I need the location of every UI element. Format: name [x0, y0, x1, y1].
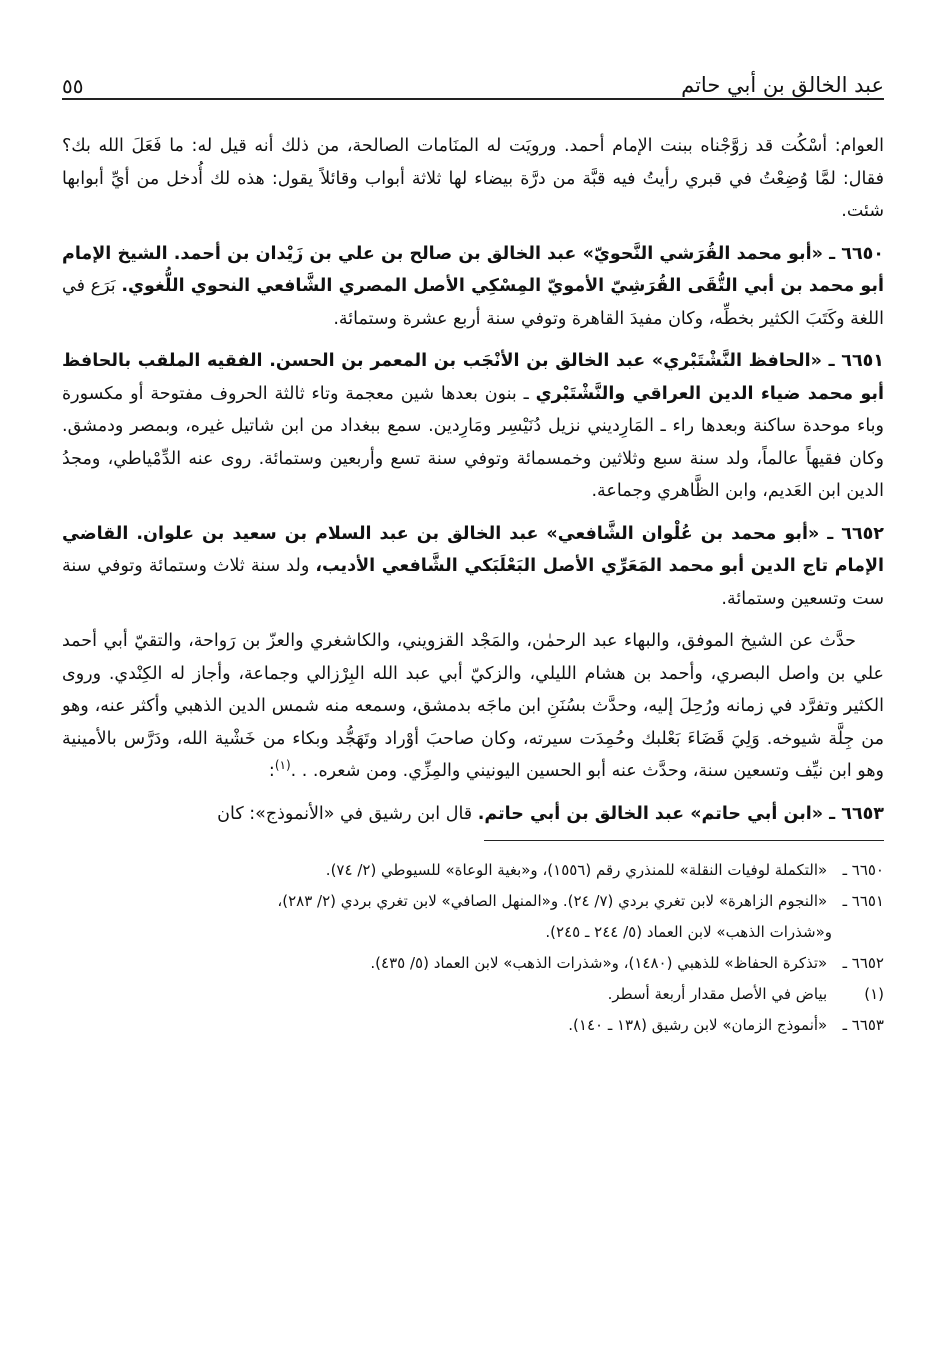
- footnote-divider: [484, 840, 884, 841]
- entry-6652-p2-end: :: [268, 761, 275, 781]
- entry-6651-text: ـ بنون بعدها شين معجمة وتاء ثالثة الحروف مفتوحة أو مكسورة وباء موحدة ساكنة وبعدها راء ـ المَارِديني نزيل دُنَيْسِر ومَارِدين. سمع ببغداد من ابن شاتيل غيره، وبمصر ودمشق. وكان فقيهاً عالماً، ولد سنة سبع وثلاثين وخمسمائة وتوفي سنة تسع وأربعين وستمائة. روى عنه الدِّمْياطي، ومجدُ الدين ابن العَديم، وابن الظَّاهري وجماعة.: [62, 383, 884, 501]
- footnote-text: «التكملة لوفيات النقلة» للمنذري رقم (١٥٥٦)، و«بغية الوعاة» للسيوطي (٢/ ٧٤).: [325, 861, 828, 879]
- footnote-1: [62, 979, 884, 1010]
- entry-6650: [62, 238, 884, 336]
- main-text: [62, 130, 884, 830]
- footnote-text: «أنموذج الزمان» لابن رشيق (١٣٨ ـ ١٤٠).: [568, 1016, 828, 1034]
- entry-6651-head: ٦٦٥١ ـ «الحافظ النَّشْتَبْري» عبد الخالق بن الأنْجَب بن المعمر بن الحسن. الفقيه الملقب بالحافظ أبو محمد ضياء الدين العراقي والنَّشْتَبْري: [62, 351, 884, 404]
- footnote-number: ٦٦٥٣ ـ: [842, 1016, 884, 1034]
- entry-6652-paragraph-2: [62, 625, 884, 788]
- entry-6650-head: ٦٦٥٠ ـ «أبو محمد القُرَشي النَّحويّ» عبد الخالق بن صالح بن علي بن زَيْدان بن أحمد. الشيخ الإمام أبو محمد بن أبي التُّقَى القُرَشِيّ الأمويّ المِسْكِي الأصل المصري الشَّافعي النحوي اللُّغوي.: [62, 243, 884, 296]
- footnote-number: ٦٦٥٠ ـ: [842, 861, 884, 879]
- entry-6653-text: قال ابن رشيق في «الأنموذج»: كان: [217, 803, 473, 824]
- running-header: [62, 50, 884, 100]
- entry-6652: [62, 518, 884, 616]
- entry-6651: [62, 345, 884, 508]
- continuation-text: العوام: أسْكُت قد زوَّجْناه ببنت الإمام أحمد. ورويَت له المنَامات الصالحة، من ذلك أنه قيل له: ما فَعَلَ الله بك؟ فقال: لمَّا وُضِعْتُ في قبري رأيتُ فيه قبَّة من درَّة بيضاء لها ثلاثة أبواب وقائلاً يقول: هذه لك أُدخل من أيِّ أبوابها شئت.: [62, 136, 884, 221]
- footnote-6652: [62, 948, 884, 979]
- paragraph-continuation: [62, 130, 884, 228]
- footnote-6653: [62, 1010, 884, 1041]
- footnote-text: «النجوم الزاهرة» لابن تغري بردي (٧/ ٢٤). و«المنهل الصافي» لابن تغري بردي (٢/ ٢٨٣)،: [277, 892, 828, 910]
- page-number: ٥٥: [62, 74, 84, 98]
- entry-6653-head: ٦٦٥٣ ـ «ابن أبي حاتم» عبد الخالق بن أبي حاتم.: [477, 803, 884, 824]
- footnote-number: ٦٦٥١ ـ: [842, 892, 884, 910]
- header-title: عبد الخالق بن أبي حاتم: [681, 73, 884, 97]
- footnote-number: (١): [864, 985, 884, 1003]
- entry-6650-text: بَرَع في اللغة وكَتَبَ الكثير بخطِّه، وكان مفيدَ القاهرة وتوفي سنة أربع عشرة وستمائة.: [62, 276, 884, 329]
- entry-6652-text: ولد سنة ثلاث وستمائة وتوفي سنة ست وتسعين وستمائة.: [62, 556, 884, 609]
- footnote-text: بياض في الأصل مقدار أربعة أسطر.: [607, 985, 828, 1003]
- footnote-text: «تذكرة الحفاظ» للذهبي (١٤٨٠)، و«شذرات الذهب» لابن العماد (٥/ ٤٣٥).: [370, 954, 828, 972]
- footnote-6650: [62, 855, 884, 886]
- footnote-6651: [62, 886, 884, 917]
- entry-6653: [62, 798, 884, 831]
- footnote-number: ٦٦٥٢ ـ: [842, 954, 884, 972]
- footnote-6651-continued: [62, 917, 884, 948]
- book-page: [62, 50, 884, 1350]
- footnote-marker[interactable]: (١): [274, 758, 291, 773]
- entry-6652-head: ٦٦٥٢ ـ «أبو محمد بن عُلْوان الشَّافعي» عبد الخالق بن عبد السلام بن سعيد بن علوان. القاضي الإمام تاج الدين أبو محمد المَعَرِّي الأصل البَعْلَبَكي الشَّافعي الأديب،: [62, 523, 884, 576]
- entry-6652-p2-text: حدَّث عن الشيخ الموفق، والبهاء عبد الرحمٰن، والمَجْد القزويني، والكاشغري والعزّ بن رَواحة، والتقيّ أبي أحمد علي بن واصل البصري، وأحمد بن هشام الليلي، والزكيّ أبي عبد الله البِرْزالي وجماعة، وأجاز له الكِنْدي. وروى الكثير وتفرَّد في زمانه ورُحِلَ إليه، وحدَّث بسُنَنِ ابن ماجَه بدمشق، وسمعه منه شمس الدين الذهبي وأكثر عنه، وهو من جِلَّة شيوخه. وَلِيَ قَضَاءَ بَعْلبك وحُمِدَت سيرته، وكان صاحبَ أوْراد وتَهَجُّد وبكاء من خَشْية الله، ودَرَّس بالأمينية وهو ابن نيِّف وتسعين سنة، وحدَّث عنه أبو الحسين اليونيني والمِزِّي. ومن شعره. . .: [62, 631, 884, 781]
- footnote-text: و«شذرات الذهب» لابن العماد (٥/ ٢٤٤ ـ ٢٤٥).: [545, 923, 832, 941]
- footnotes: [62, 855, 884, 1041]
